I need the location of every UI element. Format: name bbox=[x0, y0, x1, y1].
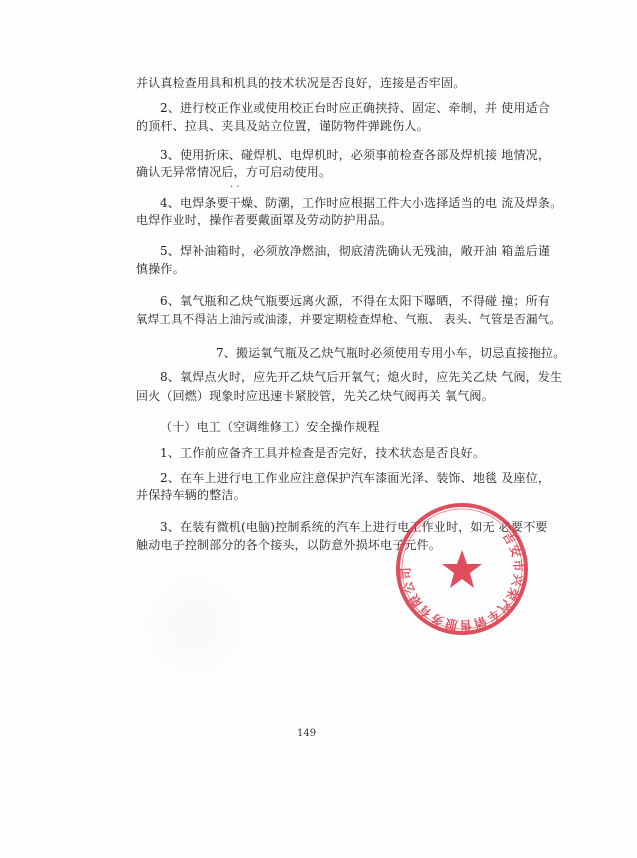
text-line: 氧焊工具不得沾上油污或油漆，并要定期检查焊枪、气瓶、 表头、气管是否漏气。 bbox=[136, 312, 562, 326]
text-line: 慎操作。 bbox=[136, 262, 185, 276]
company-seal bbox=[393, 500, 531, 638]
page-number: 149 bbox=[297, 728, 317, 739]
text-line: 触动电子控制部分的各个接头，以防意外损坏电子元件。 bbox=[136, 538, 442, 552]
faint-seal-impression bbox=[140, 570, 250, 680]
text-line: 8、氧焊点火时，应先开乙炔气后开氧气；熄火时，应先关乙炔 气阀，发生 bbox=[160, 370, 563, 384]
seal-text: 吉安市兴荣汽车销售服务有限公司 bbox=[398, 529, 526, 633]
text-line: 的顶杆、拉具、夹具及站立位置，谨防物件弹跳伤人。 bbox=[136, 119, 429, 133]
section-heading: （十）电工（空调维修工）安全操作规程 bbox=[160, 420, 380, 434]
text-line: 并认真检查用具和机具的技术状况是否良好，连接是否牢固。 bbox=[136, 76, 466, 90]
text-line: 3、使用折床、碰焊机、电焊机时，必须事前检查各部及焊机接 地情况， bbox=[160, 148, 551, 162]
text-line: 1、工作前应备齐工具并检查是否完好，技术状态是否良好。 bbox=[160, 446, 486, 460]
text-line: 2、在车上进行电工作业应注意保护汽车漆面光泽、装饰、地毯 及座位， bbox=[160, 471, 551, 485]
text-line: 并保持车辆的整洁。 bbox=[136, 488, 246, 502]
text-line: 6、氧气瓶和乙炔气瓶要远离火源，不得在太阳下曝晒，不得碰 撞；所有 bbox=[160, 294, 551, 308]
text-line: 5、焊补油箱时，必须放净燃油，彻底清洗确认无残油，敞开油 箱盖后谨 bbox=[160, 244, 551, 258]
text-line: 2、进行校正作业或使用校正台时应正确挟持、固定、牵制，并 使用适合 bbox=[160, 101, 551, 115]
text-line: 回火（回燃）现象时应迅速卡紧胶管，先关乙炔气阀再关 氧气阀。 bbox=[136, 389, 494, 403]
text-line: 4、电焊条要干燥、防潮，工作时应根据工件大小选择适当的电 流及焊条。 bbox=[160, 196, 563, 210]
text-line: 电焊作业时，操作者要戴面罩及劳动防护用品。 bbox=[136, 213, 393, 227]
text-line: 3、在装有微机(电脑)控制系统的汽车上进行电工作业时，如无 必要不要 bbox=[160, 520, 548, 534]
text-line: 确认无异常情况后，方可启动使用。 bbox=[136, 165, 332, 179]
text-line: 7、搬运氧气瓶及乙炔气瓶时必须使用专用小车，切忌直接拖拉。 bbox=[216, 346, 566, 360]
stray-mark: · · bbox=[230, 182, 240, 193]
